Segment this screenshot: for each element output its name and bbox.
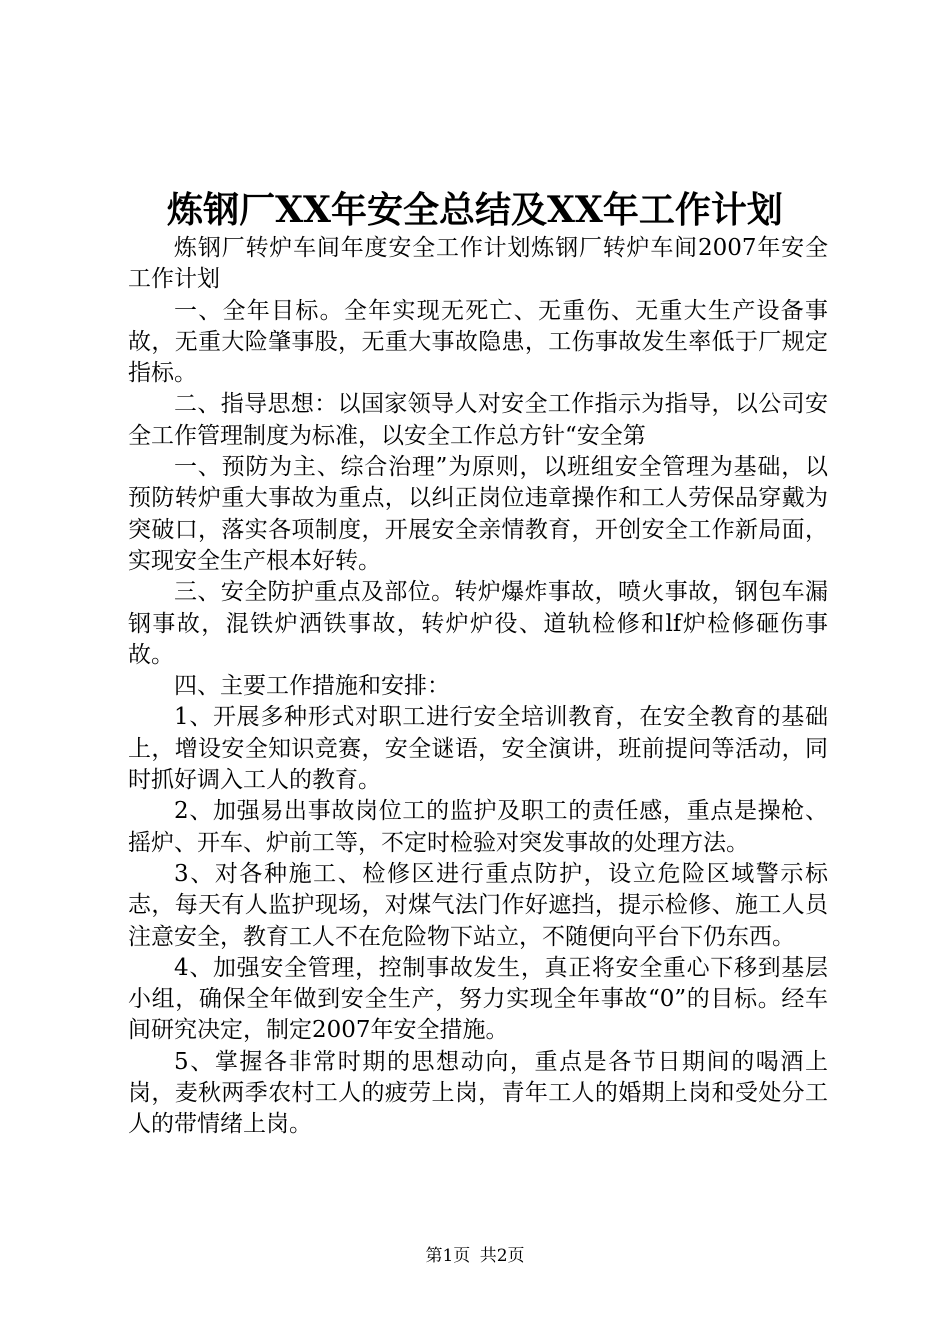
paragraph-measure-5: 5、掌握各非常时期的思想动向，重点是各节日期间的喝酒上岗，麦秋两季农村工人的疲劳上岗，青年工人的婚期上岗和受处分工人的带情绪上岗。 <box>128 1048 828 1138</box>
paragraph-principle: 一、预防为主、综合治理”为原则，以班组安全管理为基础，以预防转炉重大事故为重点，以纠正岗位违章操作和工人劳保品穿戴为突破口，落实各项制度，开展安全亲情教育，开创安全工作新局面，实现安全生产根本好转。 <box>128 454 828 574</box>
paragraph-measure-3: 3、对各种施工、检修区进行重点防护，设立危险区域警示标志，每天有人监护现场，对煤气法门作好遮挡，提示检修、施工人员注意安全，教育工人不在危险物下站立，不随便向平台下仍东西。 <box>128 860 828 950</box>
paragraph-intro: 炼钢厂转炉车间年度安全工作计划炼钢厂转炉车间2007年安全工作计划 <box>128 235 828 293</box>
paragraph-guiding-thought: 二、指导思想：以国家领导人对安全工作指示为指导，以公司安全工作管理制度为标准，以安全工作总方针“安全第 <box>128 391 828 449</box>
paragraph-measure-2: 2、加强易出事故岗位工的监护及职工的责任感，重点是操枪、摇炉、开车、炉前工等，不定时检验对突发事故的处理方法。 <box>128 798 828 856</box>
paragraph-measure-4: 4、加强安全管理，控制事故发生，真正将安全重心下移到基层小组，确保全年做到安全生产，努力实现全年事故“0”的目标。经车间研究决定，制定2007年安全措施。 <box>128 954 828 1044</box>
paragraph-goal: 一、全年目标。全年实现无死亡、无重伤、无重大生产设备事故，无重大险肇事股，无重大事故隐患，工伤事故发生率低于厂规定指标。 <box>128 297 828 387</box>
document-title: 炼钢厂XX年安全总结及XX年工作计划 <box>167 189 783 231</box>
page-footer <box>0 1244 950 1268</box>
paragraph-measures-heading: 四、主要工作措施和安排： <box>174 673 450 700</box>
paragraph-measure-1: 1、开展多种形式对职工进行安全培训教育，在安全教育的基础上，增设安全知识竞赛，安全谜语，安全演讲，班前提问等活动，同时抓好调入工人的教育。 <box>128 704 828 794</box>
document-body <box>128 233 828 1141</box>
page-number-current: 第1页 <box>425 1246 471 1266</box>
paragraph-key-protection: 三、安全防护重点及部位。转炉爆炸事故，喷火事故，钢包车漏钢事故，混铁炉洒铁事故，转炉炉役、道轨检修和lf炉检修砸伤事故。 <box>128 579 828 668</box>
page-number-total: 共2页 <box>479 1246 525 1266</box>
